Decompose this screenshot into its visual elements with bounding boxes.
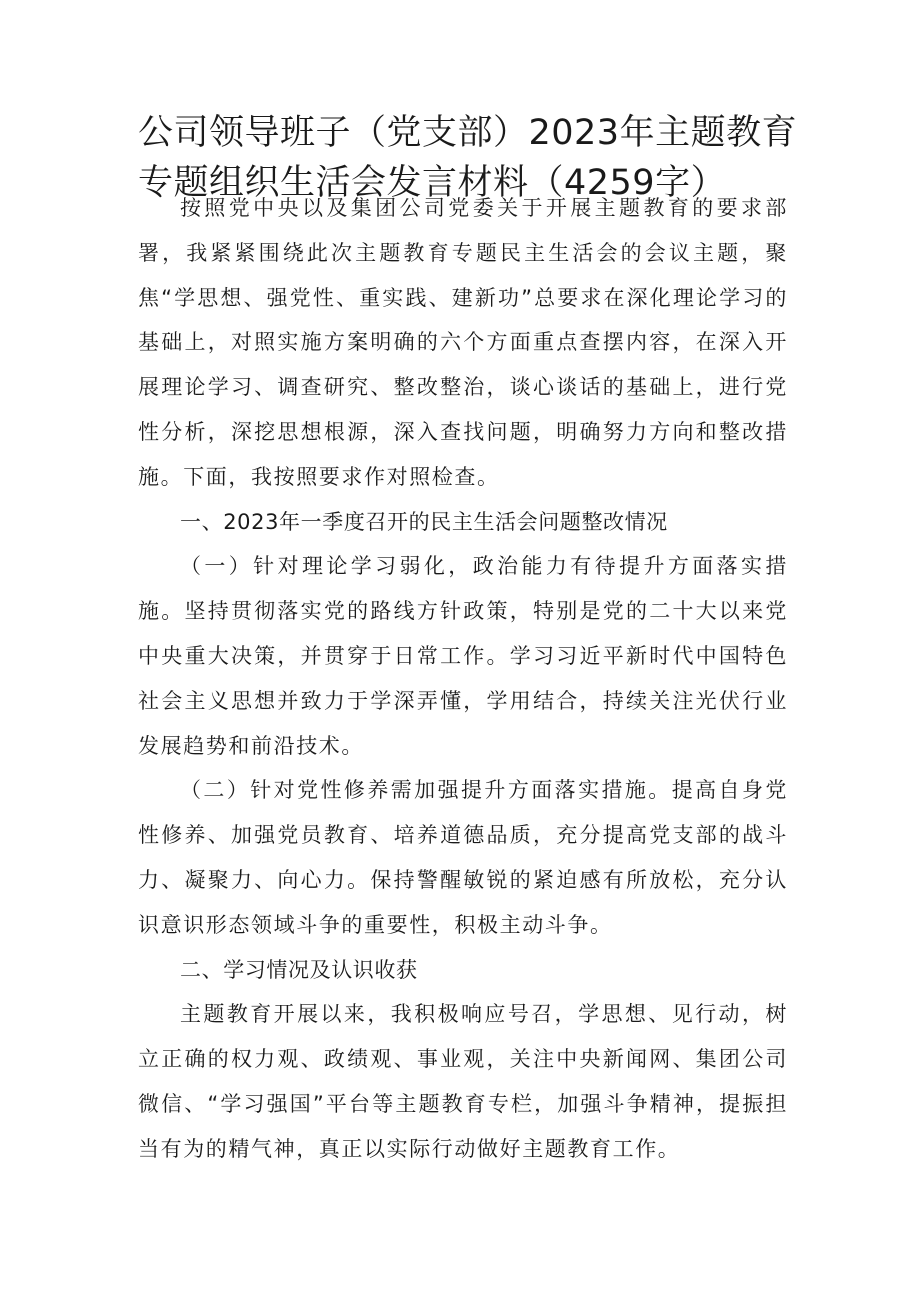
document-title: 公司领导班子（党支部）2023年主题教育专题组织生活会发言材料（4259字） [138,113,798,203]
subsection-paragraph-1: （一）针对理论学习弱化，政治能力有待提升方面落实措施。坚持贯彻落实党的路线方针政策，特别是党的二十大以来党中央重大决策，并贯穿于日常工作。学习习近平新时代中国特色社会主义思想并致力于学深弄懂，学用结合，持续关注光伏行业发展趋势和前沿技术。 [138,554,788,758]
intro-paragraph: 按照党中央以及集团公司党委关于开展主题教育的要求部署，我紧紧围绕此次主题教育专题民主生活会的会议主题，聚焦“学思想、强党性、重实践、建新功”总要求在深化理论学习的基础上，对照实施方案明确的六个方面重点查摆内容，在深入开展理论学习、调查研究、整改整治，谈心谈话的基础上，进行党性分析，深挖思想根源，深入查找问题，明确努力方向和整改措施。下面，我按照要求作对照检查。 [138,196,788,489]
section-2-paragraph: 主题教育开展以来，我积极响应号召，学思想、见行动，树立正确的权力观、政绩观、事业观，关注中央新闻网、集团公司微信、“学习强国”平台等主题教育专栏，加强斗争精神，提振担当有为的精气神，真正以实际行动做好主题教育工作。 [138,1002,788,1161]
section-heading-2: 二、学习情况及认识收获 [180,957,418,982]
document-body [138,186,788,1172]
section-heading-1: 一、2023年一季度召开的民主生活会问题整改情况 [180,509,668,534]
subsection-paragraph-2: （二）针对党性修养需加强提升方面落实措施。提高自身党性修养、加强党员教育、培养道德品质，充分提高党支部的战斗力、凝聚力、向心力。保持警醒敏锐的紧迫感有所放松，充分认识意识形态领域斗争的重要性，积极主动斗争。 [138,778,788,937]
